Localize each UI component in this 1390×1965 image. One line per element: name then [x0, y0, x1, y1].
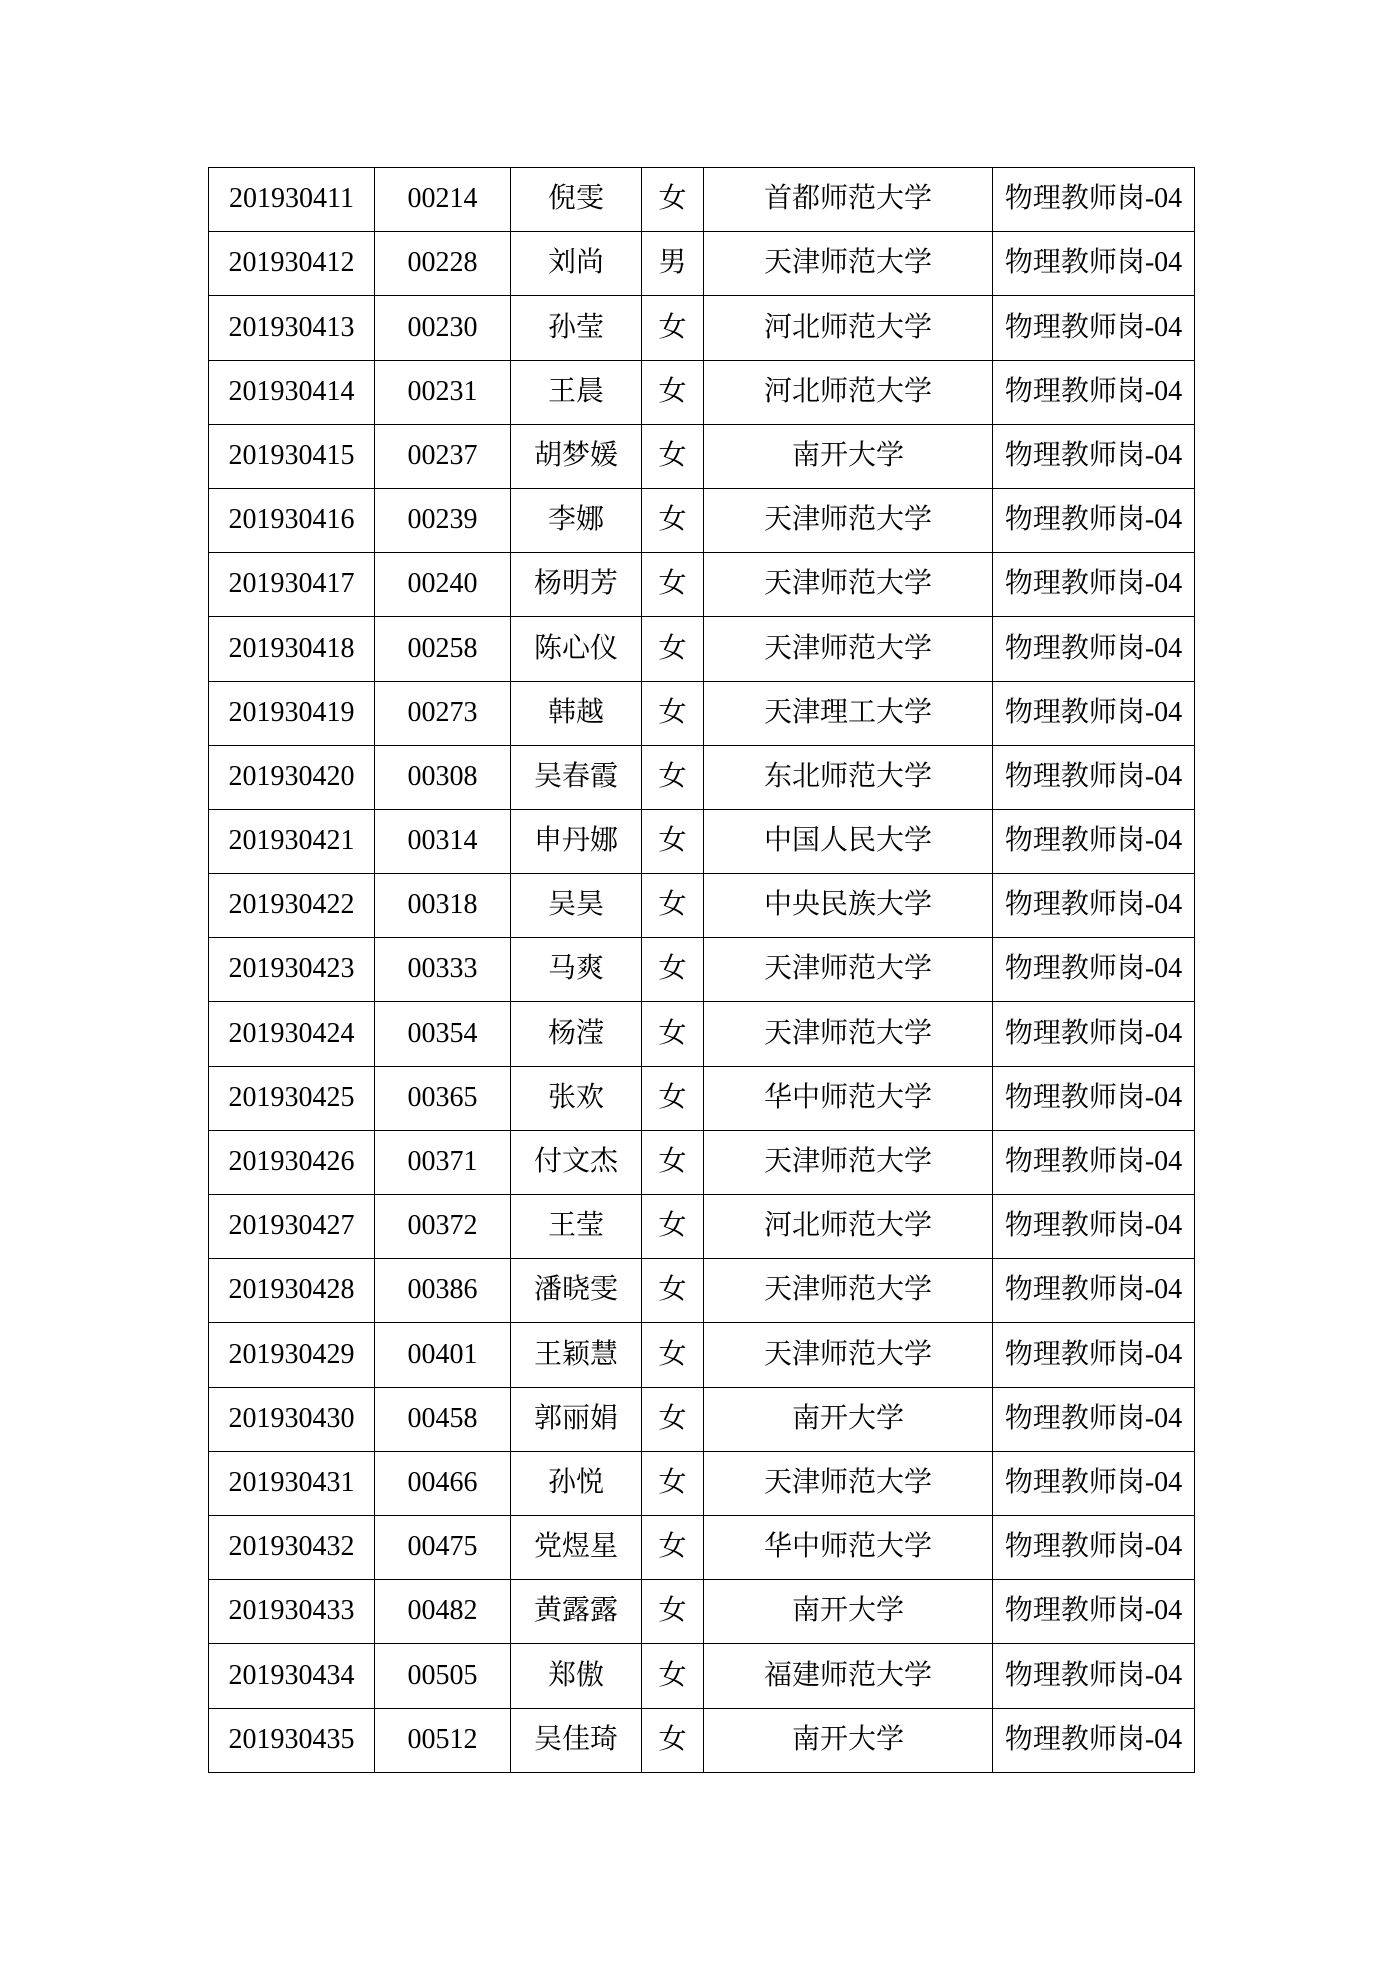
cell-exam_number: 201930426: [209, 1130, 375, 1194]
cell-gender: 女: [642, 938, 704, 1002]
table-row: [209, 488, 1195, 552]
table-row: [209, 745, 1195, 809]
cell-registration_number: 00230: [375, 296, 511, 360]
table-row: [209, 1708, 1195, 1772]
cell-registration_number: 00231: [375, 360, 511, 424]
table-row: [209, 1644, 1195, 1708]
cell-exam_number: 201930419: [209, 681, 375, 745]
cell-name: 吴佳琦: [511, 1708, 642, 1772]
cell-gender: 女: [642, 1515, 704, 1579]
cell-exam_number: 201930415: [209, 424, 375, 488]
cell-gender: 男: [642, 232, 704, 296]
cell-position: 物理教师岗-04: [993, 1002, 1195, 1066]
cell-exam_number: 201930424: [209, 1002, 375, 1066]
cell-exam_number: 201930421: [209, 809, 375, 873]
cell-school: 中央民族大学: [704, 874, 993, 938]
cell-exam_number: 201930432: [209, 1515, 375, 1579]
cell-position: 物理教师岗-04: [993, 1644, 1195, 1708]
cell-exam_number: 201930422: [209, 874, 375, 938]
cell-school: 河北师范大学: [704, 1195, 993, 1259]
cell-exam_number: 201930425: [209, 1066, 375, 1130]
cell-exam_number: 201930411: [209, 168, 375, 232]
cell-registration_number: 00386: [375, 1259, 511, 1323]
cell-exam_number: 201930427: [209, 1195, 375, 1259]
cell-exam_number: 201930423: [209, 938, 375, 1002]
cell-gender: 女: [642, 1130, 704, 1194]
cell-position: 物理教师岗-04: [993, 1708, 1195, 1772]
cell-gender: 女: [642, 296, 704, 360]
cell-name: 王晨: [511, 360, 642, 424]
cell-name: 胡梦媛: [511, 424, 642, 488]
cell-gender: 女: [642, 360, 704, 424]
cell-position: 物理教师岗-04: [993, 1580, 1195, 1644]
cell-exam_number: 201930431: [209, 1451, 375, 1515]
cell-registration_number: 00273: [375, 681, 511, 745]
cell-position: 物理教师岗-04: [993, 1387, 1195, 1451]
cell-position: 物理教师岗-04: [993, 1195, 1195, 1259]
cell-school: 天津师范大学: [704, 1323, 993, 1387]
cell-school: 首都师范大学: [704, 168, 993, 232]
cell-school: 南开大学: [704, 1580, 993, 1644]
cell-school: 天津师范大学: [704, 488, 993, 552]
cell-exam_number: 201930435: [209, 1708, 375, 1772]
cell-exam_number: 201930434: [209, 1644, 375, 1708]
table-row: [209, 1451, 1195, 1515]
table-row: [209, 809, 1195, 873]
cell-school: 福建师范大学: [704, 1644, 993, 1708]
cell-position: 物理教师岗-04: [993, 1259, 1195, 1323]
cell-name: 马爽: [511, 938, 642, 1002]
cell-name: 吴昊: [511, 874, 642, 938]
table-row: [209, 1323, 1195, 1387]
cell-position: 物理教师岗-04: [993, 1066, 1195, 1130]
cell-school: 天津师范大学: [704, 1451, 993, 1515]
cell-registration_number: 00372: [375, 1195, 511, 1259]
table-row: [209, 1002, 1195, 1066]
table-row: [209, 1066, 1195, 1130]
cell-school: 天津师范大学: [704, 617, 993, 681]
cell-registration_number: 00214: [375, 168, 511, 232]
cell-school: 天津师范大学: [704, 1259, 993, 1323]
cell-gender: 女: [642, 1002, 704, 1066]
cell-name: 郑傲: [511, 1644, 642, 1708]
cell-position: 物理教师岗-04: [993, 553, 1195, 617]
cell-exam_number: 201930429: [209, 1323, 375, 1387]
cell-name: 韩越: [511, 681, 642, 745]
cell-registration_number: 00314: [375, 809, 511, 873]
table-row: [209, 1580, 1195, 1644]
table-row: [209, 1515, 1195, 1579]
cell-registration_number: 00333: [375, 938, 511, 1002]
cell-gender: 女: [642, 681, 704, 745]
table-row: [209, 424, 1195, 488]
table-row: [209, 553, 1195, 617]
cell-gender: 女: [642, 1644, 704, 1708]
cell-school: 天津师范大学: [704, 938, 993, 1002]
table-row: [209, 1130, 1195, 1194]
cell-position: 物理教师岗-04: [993, 1323, 1195, 1387]
table-row: [209, 874, 1195, 938]
table-row: [209, 168, 1195, 232]
table-row: [209, 360, 1195, 424]
cell-gender: 女: [642, 809, 704, 873]
cell-gender: 女: [642, 168, 704, 232]
cell-position: 物理教师岗-04: [993, 1515, 1195, 1579]
cell-registration_number: 00505: [375, 1644, 511, 1708]
cell-name: 杨滢: [511, 1002, 642, 1066]
cell-gender: 女: [642, 1195, 704, 1259]
cell-school: 南开大学: [704, 424, 993, 488]
cell-registration_number: 00371: [375, 1130, 511, 1194]
cell-exam_number: 201930417: [209, 553, 375, 617]
table-row: [209, 681, 1195, 745]
cell-registration_number: 00458: [375, 1387, 511, 1451]
cell-name: 党煜星: [511, 1515, 642, 1579]
cell-school: 河北师范大学: [704, 296, 993, 360]
cell-position: 物理教师岗-04: [993, 1451, 1195, 1515]
cell-school: 天津师范大学: [704, 232, 993, 296]
cell-school: 河北师范大学: [704, 360, 993, 424]
cell-gender: 女: [642, 553, 704, 617]
table-body: [209, 168, 1195, 1773]
table-row: [209, 938, 1195, 1002]
cell-position: 物理教师岗-04: [993, 809, 1195, 873]
cell-exam_number: 201930433: [209, 1580, 375, 1644]
cell-gender: 女: [642, 1580, 704, 1644]
cell-position: 物理教师岗-04: [993, 745, 1195, 809]
cell-gender: 女: [642, 1066, 704, 1130]
cell-registration_number: 00240: [375, 553, 511, 617]
cell-exam_number: 201930414: [209, 360, 375, 424]
cell-exam_number: 201930413: [209, 296, 375, 360]
cell-position: 物理教师岗-04: [993, 424, 1195, 488]
cell-name: 陈心仪: [511, 617, 642, 681]
cell-exam_number: 201930416: [209, 488, 375, 552]
cell-registration_number: 00237: [375, 424, 511, 488]
cell-position: 物理教师岗-04: [993, 938, 1195, 1002]
cell-name: 杨明芳: [511, 553, 642, 617]
cell-registration_number: 00258: [375, 617, 511, 681]
cell-position: 物理教师岗-04: [993, 681, 1195, 745]
table-row: [209, 1387, 1195, 1451]
cell-name: 王颖慧: [511, 1323, 642, 1387]
cell-position: 物理教师岗-04: [993, 488, 1195, 552]
cell-registration_number: 00228: [375, 232, 511, 296]
cell-gender: 女: [642, 1323, 704, 1387]
cell-school: 中国人民大学: [704, 809, 993, 873]
cell-name: 郭丽娟: [511, 1387, 642, 1451]
cell-gender: 女: [642, 1259, 704, 1323]
cell-school: 东北师范大学: [704, 745, 993, 809]
cell-exam_number: 201930430: [209, 1387, 375, 1451]
cell-gender: 女: [642, 424, 704, 488]
cell-position: 物理教师岗-04: [993, 360, 1195, 424]
cell-position: 物理教师岗-04: [993, 617, 1195, 681]
cell-registration_number: 00308: [375, 745, 511, 809]
cell-position: 物理教师岗-04: [993, 1130, 1195, 1194]
cell-name: 孙悦: [511, 1451, 642, 1515]
cell-name: 王莹: [511, 1195, 642, 1259]
cell-name: 刘尚: [511, 232, 642, 296]
cell-school: 华中师范大学: [704, 1515, 993, 1579]
cell-position: 物理教师岗-04: [993, 874, 1195, 938]
cell-name: 李娜: [511, 488, 642, 552]
cell-gender: 女: [642, 617, 704, 681]
cell-name: 申丹娜: [511, 809, 642, 873]
cell-registration_number: 00512: [375, 1708, 511, 1772]
cell-gender: 女: [642, 488, 704, 552]
cell-registration_number: 00466: [375, 1451, 511, 1515]
table-row: [209, 617, 1195, 681]
cell-exam_number: 201930420: [209, 745, 375, 809]
cell-school: 天津理工大学: [704, 681, 993, 745]
table-row: [209, 296, 1195, 360]
cell-name: 张欢: [511, 1066, 642, 1130]
cell-school: 天津师范大学: [704, 1130, 993, 1194]
cell-registration_number: 00239: [375, 488, 511, 552]
cell-gender: 女: [642, 874, 704, 938]
cell-exam_number: 201930418: [209, 617, 375, 681]
candidate-table: [208, 167, 1195, 1773]
cell-name: 潘晓雯: [511, 1259, 642, 1323]
cell-school: 天津师范大学: [704, 1002, 993, 1066]
cell-registration_number: 00401: [375, 1323, 511, 1387]
cell-name: 吴春霞: [511, 745, 642, 809]
cell-registration_number: 00475: [375, 1515, 511, 1579]
cell-position: 物理教师岗-04: [993, 168, 1195, 232]
cell-name: 黄露露: [511, 1580, 642, 1644]
cell-gender: 女: [642, 1387, 704, 1451]
cell-registration_number: 00318: [375, 874, 511, 938]
cell-name: 付文杰: [511, 1130, 642, 1194]
cell-school: 天津师范大学: [704, 553, 993, 617]
table-row: [209, 232, 1195, 296]
table-row: [209, 1259, 1195, 1323]
cell-name: 孙莹: [511, 296, 642, 360]
cell-gender: 女: [642, 1451, 704, 1515]
cell-registration_number: 00365: [375, 1066, 511, 1130]
cell-school: 华中师范大学: [704, 1066, 993, 1130]
cell-registration_number: 00482: [375, 1580, 511, 1644]
table-row: [209, 1195, 1195, 1259]
cell-registration_number: 00354: [375, 1002, 511, 1066]
cell-position: 物理教师岗-04: [993, 232, 1195, 296]
cell-school: 南开大学: [704, 1387, 993, 1451]
cell-gender: 女: [642, 1708, 704, 1772]
cell-exam_number: 201930428: [209, 1259, 375, 1323]
cell-position: 物理教师岗-04: [993, 296, 1195, 360]
cell-exam_number: 201930412: [209, 232, 375, 296]
cell-school: 南开大学: [704, 1708, 993, 1772]
cell-name: 倪雯: [511, 168, 642, 232]
cell-gender: 女: [642, 745, 704, 809]
